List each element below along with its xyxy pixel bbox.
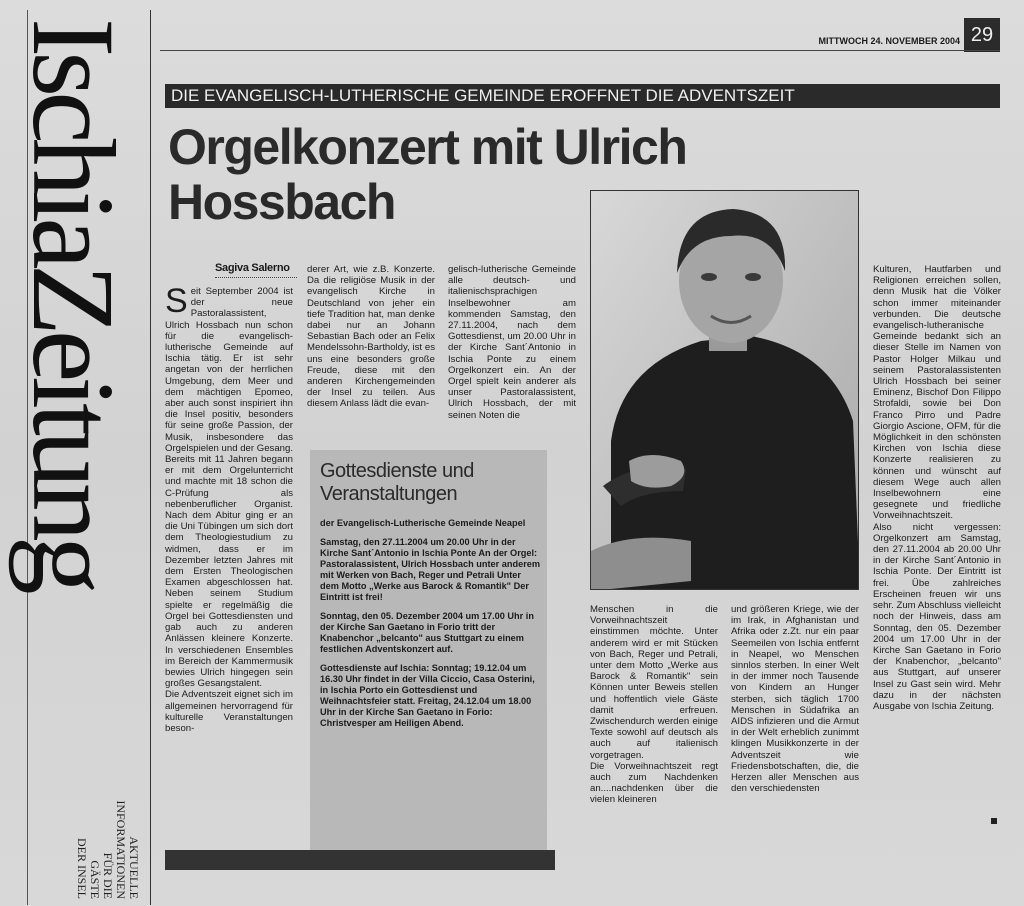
article-column-2 [307,264,435,410]
article-column-3 [448,264,576,421]
article-byline: Sagiva Salerno [215,262,290,274]
events-box [310,450,547,860]
portrait-photo [590,190,859,590]
footer-bar [165,850,555,870]
article-kicker: DIE EVANGELISCH-LUTHERISCHE GEMEINDE EROFFNET DIE ADVENTSZEIT [165,84,1000,108]
article-column-1 [165,282,293,734]
column-text: Kulturen, Hautfarben und Religionen erreichen sollen, denn Musik hat die Völker schon immer miteinander verbunden. Die deutsche evangelisch-lutheranische Gemeinde bedankt sich an dieser Stelle im Namen von Pastor Holger Milkau und seinem Pastoralassistenten Ulrich Hossbach bei seiner Eminenz, Bischof Don Filippo Strofaldi, sowie bei Don Franco Pirro und Padre Giorgio Ascione, OFM, für die Möglichkeit in den schönsten Kirchen von Ischia diese Konzerte realisieren zu können und wünscht auf diesem Wege auch allen Inselbewohnern eine gesegnete und friedliche Vorweihnachtszeit. [873,264,1001,522]
events-box-body [320,518,542,737]
portrait-image [591,191,859,590]
column-text: gelisch-lutherische Gemeinde alle deutsch- und italienischsprachigen Inselbewohner am kommenden Samstag, den 27.11.2004, nach dem Gottesdienst, um 20.00 Uhr in der Kirche Sant´Antonio in Ischia Ponte zu einem Orgelkonzert ein. An der Orgel spielt kein anderer als unser Pastoralassistent, Ulrich Hossbach, der mit seinen Noten die [448,264,576,421]
page-number: 29 [964,18,1000,52]
column-text: eit September 2004 ist der neue Pastoralassistent, Ulrich Hossbach nun schon für die evangelisch- lutherische Gemeinde auf Ischia tätig. Er ist sehr angetan von der herrlichen Umgebung, dem Meer und dem mächtigen Epomeo, aber auch sonst inspiriert ihn die Insel positiv, besonders für seine große Passion, der Musik, insbesondere das Orgelspielen und der Gesang. Bereits mit 11 Jahren begann er mit dem Orgelunterricht und machte mit 18 schon die C-Prüfung als nebenberuflicher Organist. Nach dem Abitur ging er an die Uni Tübingen um sich dort dem Theologiestudium zu widmen, dass er im Dezember letzten Jahres mit dem Ersten Theologischen Examen abgeschlossen hat. Neben seinem Studium spielte er regelmäßig die Orgel bei Gottesdiensten und gab auch zu anderen Anlässen kleinere Konzerte. In verschiedenen Ensembles im Bereich der Kammermusik bewies Ulrich hingegen sein großes Gesangstalent. [165,286,293,690]
events-box-paragraph: Gottesdienste auf Ischia: Sonntag; 19.12.04 um 16.30 Uhr findet in der Villa Ciccio, Casa Osterini, in Ischia Porto ein Gottesdienst und Weihnachtsfeier statt. Freitag, 24.12.04 um 18.00 Uhr in der Kirche San Gaetano in Forio: Christvesper am Heiligen Abend. [320,663,535,728]
article-column-4 [590,604,718,806]
issue-date: MITTWOCH 24. NOVEMBER 2004 [818,36,960,46]
column-text: Also nicht vergessen: Orgelkonzert am Samstag, den 27.11.2004 ab 20.00 Uhr in der Kirche Sant´Antonio in Ischia Ponte. Der Eintritt ist frei. Übe zahlreiches Erscheinen freuen wir uns sehr. Zum Abschluss vielleicht noch der Hinweis, dass am Sonntag, den 05. Dezember 2004 um 17.00 Uhr in der Kirche San Gaetano in Forio der Knabenchor, „belcanto" aus Stuttgart, auf unserer Insel zu Gast sein wird. Mehr dazu in der nächsten Ausgabe von Ischia Zeitung. [873,521,1001,712]
article-column-5 [731,604,859,794]
header-rule [160,50,1000,51]
events-box-paragraph: Sonntag, den 05. Dezember 2004 um 17.00 Uhr in der Kirche San Gaetano in Forio tritt der Knabenchor „belcanto" aus Stuttgart zu einem festlichen Adventskonzert auf. [320,611,534,654]
events-box-paragraph: Samstag, den 27.11.2004 um 20.00 Uhr in der Kirche Sant´Antonio in Ischia Ponte An der Orgel: Pastoralassistent, Ulrich Hossbach unter anderem mit Werken von Bach, Reger und Petrali Unter dem Motto „Werke aus Barock & Romantik" Der Eintritt ist frei! [320,537,541,602]
events-box-paragraph: der Evangelisch-Lutherische Gemeinde Neapel [320,518,526,528]
tagline-line: INFORMATIONEN [114,800,128,899]
masthead-tagline [30,744,141,899]
column-text: Menschen in die Vorweihnachtszeit einstimmen möchte. Unter anderem wird er mit Stücken von Bach, Reger und Petrali, unter dem Motto „Werke aus Barock & Romantik" sein Können unter Beweis stellen und hoffentlich viele Gäste damit erfreuen. Zwischendurch werden einige Texte sowohl auf deutsch als auch auf italienisch vorgetragen. [590,604,718,761]
events-box-title: Gottesdienste und Veranstaltungen [320,460,474,505]
column-text: Die Vorweihnachtszeit regt auch zum Nachdenken an....nachdenken über die vielen kleineren [590,760,718,806]
tagline-line: FÜR DIE [101,852,115,899]
masthead-rule-right [150,10,151,905]
column-text: und größeren Kriege, wie der im Irak, in Afghanistan und Afrika oder z.Zt. nur ein paar Seemeilen von Ischia entfernt in Neapel, wo Menschen sinnlos sterben. In einer Welt in der immer noch Tausende von Kindern an Hunger sterben, sich täglich 1700 Menschen in Südafrika an AIDS infizieren und die Armut in der Welt erheblich zunimmt klingen Musikkonzerte in der Adventszeit wie Friedensbotschaften, die, die Herzen aller Menschen aus den verschiedensten [731,604,859,795]
masthead [8,18,139,718]
end-mark [991,818,997,824]
tagline-line: GÄSTE [88,860,102,899]
article-headline: Orgelkonzert mit Ulrich Hossbach [168,119,687,230]
tagline-line: DER INSEL [75,838,89,899]
column-text: derer Art, wie z.B. Konzerte. Da die religiöse Musik in der evangelisch Kirche in Deutschland von jeher ein tiefe Tradition hat, man denke dabei nur an Johann Sebastian Bach oder an Felix Mendelssohn-Bartholdy, ist es uns eine besonders große Freude, diese mit den anderen Kirchengemeinden der Insel zu teilen. Aus diesem Anlass lädt die evan- [307,264,435,410]
drop-cap: S [165,282,188,320]
article-column-6 [873,264,1001,712]
tagline-line: AKTUELLE [127,836,141,899]
byline-rule [215,277,297,278]
masthead-title: IschiaZeitung [8,18,139,589]
column-text: Die Adventszeit eignet sich im allgemeinen hervorragend für kulturelle Veranstaltungen beson- [165,689,293,734]
